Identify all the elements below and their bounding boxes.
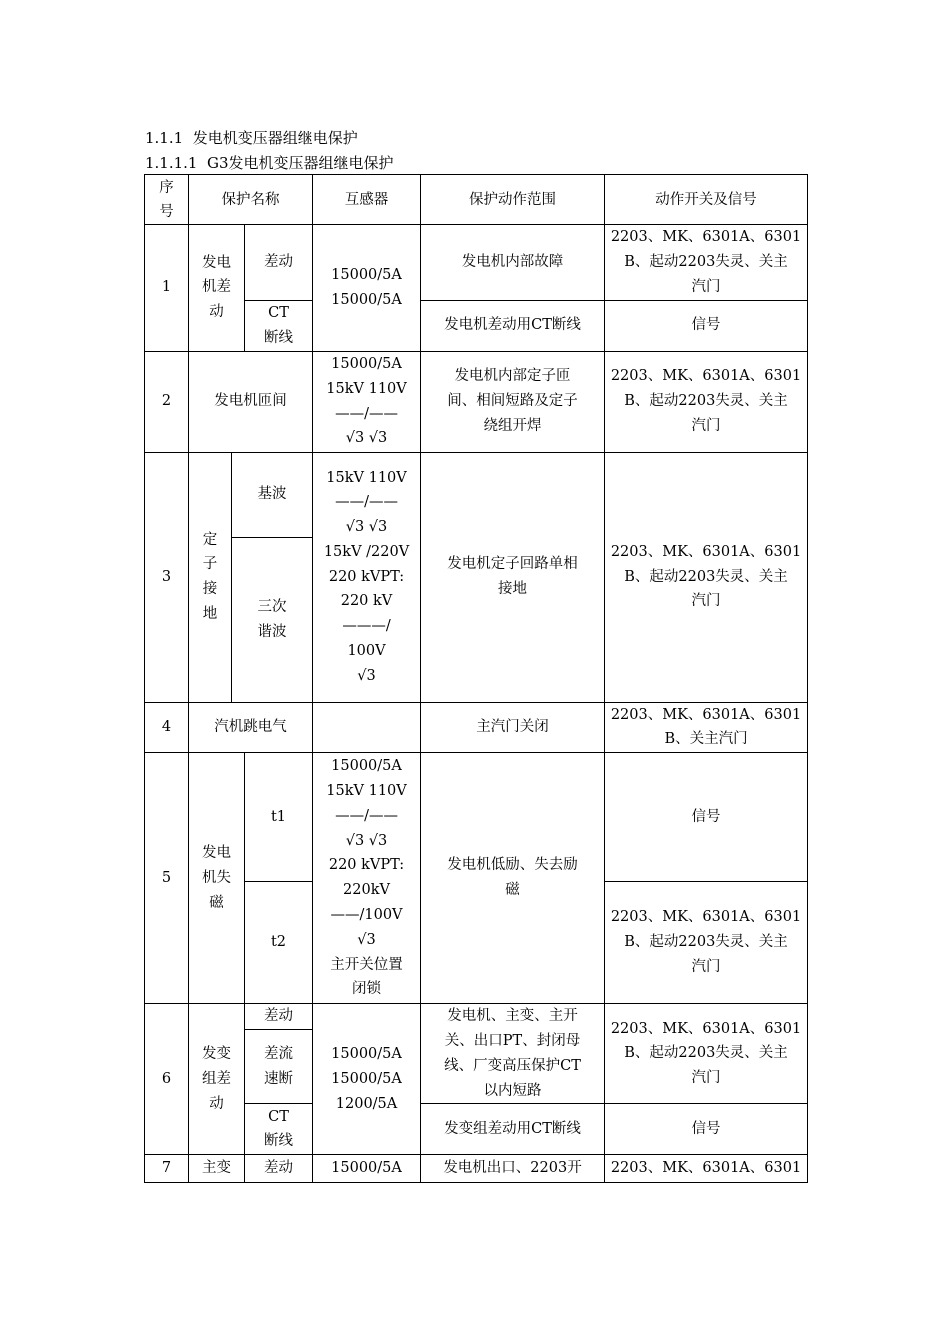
cell-transformer: 15000/5A <box>313 1155 421 1183</box>
cell-sub-name: 差动 <box>245 1004 313 1030</box>
cell-sub-name: CT 断线 <box>245 1104 313 1155</box>
cell-name: 发电 机差 动 <box>189 225 245 352</box>
table-row <box>145 301 808 352</box>
cell-transformer: 15000/5A 15000/5A 1200/5A <box>313 1004 421 1155</box>
table-row <box>145 1004 808 1030</box>
cell-name: 发电机匝间 <box>189 351 313 452</box>
cell-range: 发电机低励、失去励 磁 <box>421 753 605 1004</box>
cell-action: 2203、MK、6301A、6301 B、关主汽门 <box>605 702 808 753</box>
cell-action: 信号 <box>605 753 808 882</box>
cell-seq: 3 <box>145 452 189 702</box>
cell-range: 发电机出口、2203开 <box>421 1155 605 1183</box>
cell-sub-name: 三次 谐波 <box>232 537 313 702</box>
cell-range: 发电机内部故障 <box>421 225 605 301</box>
cell-range: 发电机、主变、主开 关、出口PT、封闭母 线、厂变高压保护CT 以内短路 <box>421 1004 605 1104</box>
cell-seq: 7 <box>145 1155 189 1183</box>
cell-name: 主变 <box>189 1155 245 1183</box>
cell-sub-name: 差动 <box>245 225 313 301</box>
cell-range: 主汽门关闭 <box>421 702 605 753</box>
cell-sub-name: t1 <box>245 753 313 882</box>
protection-table <box>144 174 808 1183</box>
header-protection-range: 保护动作范围 <box>421 175 605 225</box>
cell-action: 2203、MK、6301A、6301 <box>605 1155 808 1183</box>
table-row <box>145 452 808 537</box>
cell-action: 2203、MK、6301A、6301 B、起动2203失灵、关主 汽门 <box>605 351 808 452</box>
cell-transformer <box>313 702 421 753</box>
table-row <box>145 1104 808 1155</box>
cell-sub-name: t2 <box>245 882 313 1004</box>
cell-action: 2203、MK、6301A、6301 B、起动2203失灵、关主 汽门 <box>605 1004 808 1104</box>
header-action-signal: 动作开关及信号 <box>605 175 808 225</box>
cell-name: 汽机跳电气 <box>189 702 313 753</box>
cell-range: 发电机差动用CT断线 <box>421 301 605 352</box>
cell-transformer: 15000/5A 15kV 110V ——/—— √3 √3 <box>313 351 421 452</box>
cell-sub-name: 差流 速断 <box>245 1030 313 1104</box>
header-row <box>145 175 808 225</box>
cell-transformer: 15000/5A 15000/5A <box>313 225 421 352</box>
section-heading-1-1-1-1: 1.1.1.1 G3发电机变压器组继电保护 <box>145 154 394 172</box>
cell-action: 2203、MK、6301A、6301 B、起动2203失灵、关主 汽门 <box>605 882 808 1004</box>
header-transformer: 互感器 <box>313 175 421 225</box>
table-row <box>145 702 808 753</box>
cell-action: 2203、MK、6301A、6301 B、起动2203失灵、关主 汽门 <box>605 225 808 301</box>
cell-action: 信号 <box>605 1104 808 1155</box>
cell-seq: 6 <box>145 1004 189 1155</box>
cell-action: 2203、MK、6301A、6301 B、起动2203失灵、关主 汽门 <box>605 452 808 702</box>
cell-name: 发电 机失 磁 <box>189 753 245 1004</box>
table-row <box>145 225 808 301</box>
table-row <box>145 351 808 452</box>
cell-action: 信号 <box>605 301 808 352</box>
table-row <box>145 753 808 882</box>
cell-transformer: 15kV 110V ——/—— √3 √3 15kV /220V 220 kVPT: 220 kV ———/ 100V √3 <box>313 452 421 702</box>
cell-transformer: 15000/5A 15kV 110V ——/—— √3 √3 220 kVPT: 220kV ——/100V √3 主开关位置 闭锁 <box>313 753 421 1004</box>
cell-name: 发变 组差 动 <box>189 1004 245 1155</box>
cell-sub-name: CT 断线 <box>245 301 313 352</box>
section-heading-1-1-1: 1.1.1 发电机变压器组继电保护 <box>145 129 358 147</box>
cell-range: 发电机定子回路单相 接地 <box>421 452 605 702</box>
cell-range: 发变组差动用CT断线 <box>421 1104 605 1155</box>
cell-seq: 2 <box>145 351 189 452</box>
header-seq: 序 号 <box>145 175 189 225</box>
cell-sub-name: 差动 <box>245 1155 313 1183</box>
header-protection-name: 保护名称 <box>189 175 313 225</box>
cell-range: 发电机内部定子匝 间、相间短路及定子 绕组开焊 <box>421 351 605 452</box>
cell-seq: 4 <box>145 702 189 753</box>
cell-seq: 5 <box>145 753 189 1004</box>
cell-sub-name: 基波 <box>232 452 313 537</box>
table-row <box>145 1155 808 1183</box>
cell-seq: 1 <box>145 225 189 352</box>
cell-name: 定 子 接 地 <box>189 452 232 702</box>
